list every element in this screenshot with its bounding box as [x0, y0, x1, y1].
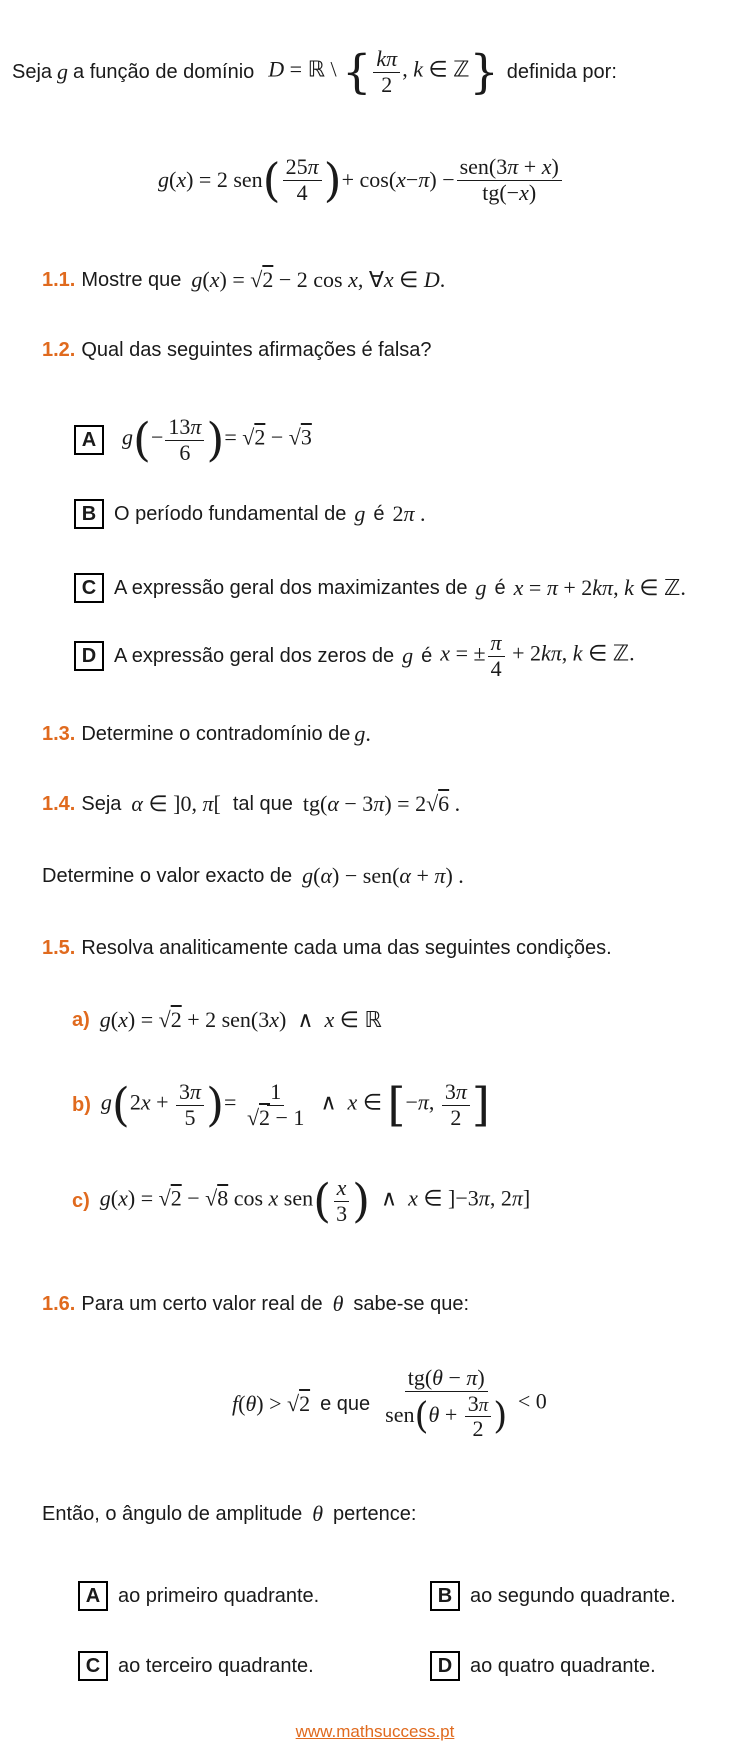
question-text: Para um certo valor real de	[81, 1292, 323, 1315]
question-number: 1.2.	[42, 338, 76, 361]
option-text: A expressão geral dos zeros de	[114, 644, 395, 667]
math-g: g	[57, 59, 69, 84]
answer-d[interactable]	[430, 1648, 656, 1684]
option-text: ao primeiro quadrante.	[118, 1584, 320, 1607]
option-letter: D	[74, 641, 104, 671]
option-letter: C	[78, 1651, 108, 1681]
option-word: é	[421, 644, 433, 667]
question-text: Mostre que	[81, 268, 182, 291]
item-c	[72, 1166, 530, 1236]
math-g: g	[402, 643, 414, 668]
footer-link[interactable]: www.mathsuccess.pt	[295, 1722, 455, 1741]
function-definition: g ( x ) = 2 sen ( $\frac{25\pi}{4}$ ) + cos( x − π ) − $\frac{\text{sen(3π + x)}}{tg(-x)}$	[158, 140, 564, 220]
option-text: ao segundo quadrante.	[470, 1584, 676, 1607]
then-tail: pertence:	[333, 1502, 417, 1525]
option-text: O período fundamental de	[114, 502, 347, 525]
item-label: a)	[72, 1008, 90, 1031]
answer-b[interactable]	[430, 1578, 676, 1614]
intro-lead: Seja	[12, 60, 53, 83]
question-text: Seja	[81, 792, 122, 815]
option-letter: A	[74, 425, 104, 455]
option-c[interactable]	[74, 570, 686, 606]
question-1-5	[42, 930, 612, 966]
question-1-4	[42, 786, 460, 822]
option-text: A expressão geral dos maximizantes de	[114, 576, 468, 599]
domain-formula: D = ℝ \ { $\frac{k\pi}{2}$ , k ∈ ℤ}	[268, 45, 499, 99]
condition-formula-1: f(θ) > √2	[232, 1391, 311, 1416]
question-number: 1.4.	[42, 792, 76, 815]
option-letter: B	[430, 1581, 460, 1611]
item-formula: g(x) = √2 − √8 cos x sen( $\frac{x}{3}$ ) ∧ x ∈ ]−3π, 2π]	[99, 1174, 531, 1228]
option-letter: B	[74, 499, 104, 529]
option-formula: x = ± $\frac{\pi}{4}$ + 2kπ, k ∈ ℤ.	[440, 630, 635, 681]
math-g: g	[354, 501, 366, 526]
answer-a[interactable]	[78, 1578, 319, 1614]
condition-line	[232, 1356, 547, 1452]
item-formula: g(x) = √2 + 2 sen(3x) ∧ x ∈ ℝ	[99, 1007, 382, 1032]
option-text: ao terceiro quadrante.	[118, 1654, 314, 1677]
math-g: g	[475, 575, 487, 600]
option-word: é	[494, 576, 506, 599]
item-label: b)	[72, 1093, 91, 1116]
option-b[interactable]	[74, 496, 426, 532]
question-mid: tal que	[232, 792, 293, 815]
answer-c[interactable]	[78, 1648, 314, 1684]
option-formula: g(− $\frac{13\pi}{6}$ )= √2 − √3	[122, 413, 312, 467]
question-number: 1.3.	[42, 722, 76, 745]
theta-symbol: θ	[332, 1291, 344, 1316]
question-text: Determine o valor exacto de	[42, 864, 293, 887]
question-text: Qual das seguintes afirmações é falsa?	[81, 338, 432, 361]
intro-tail: definida por:	[506, 60, 617, 83]
tangent-formula: tg(α − 3π) = 2√6 .	[302, 791, 461, 816]
item-label: c)	[72, 1189, 90, 1212]
question-tail: sabe-se que:	[353, 1292, 470, 1315]
alpha-interval: α ∈ ]0, π[	[131, 791, 221, 816]
option-letter: A	[78, 1581, 108, 1611]
condition-formula-2: tg(θ − π) sen(θ + $\frac{3\pi}{2}$ ) < 0	[385, 1365, 547, 1442]
intro-line	[12, 42, 617, 102]
option-text: ao quatro quadrante.	[470, 1654, 656, 1677]
item-b	[72, 1070, 490, 1140]
question-number: 1.5.	[42, 936, 76, 959]
intro-mid: a função de domínio	[73, 60, 255, 83]
question-1-3	[42, 716, 371, 752]
option-word: é	[373, 502, 385, 525]
item-a	[72, 1000, 382, 1040]
then-text: Então, o ângulo de amplitude	[42, 1502, 303, 1525]
question-text: Resolva analiticamente cada uma das seguintes condições.	[81, 936, 612, 959]
then-line	[42, 1496, 416, 1532]
question-1-1	[42, 262, 445, 298]
question-number: 1.6.	[42, 1292, 76, 1315]
option-letter: D	[430, 1651, 460, 1681]
option-d[interactable]	[74, 626, 635, 686]
item-formula: g(2x + $\frac{3\pi}{5}$ )= $\frac{1}{√2 - 1}$ ∧ x ∈ [−π, $\frac{3\pi}{2}$ ]	[100, 1078, 490, 1132]
option-letter: C	[74, 573, 104, 603]
question-1-2	[42, 332, 432, 368]
question-number: 1.1.	[42, 268, 76, 291]
expression-formula: g(α) − sen(α + π) .	[302, 863, 464, 888]
conjunction-text: e que	[320, 1392, 371, 1415]
footer	[0, 1720, 750, 1743]
option-a[interactable]	[74, 410, 312, 470]
theta-symbol: θ	[312, 1501, 324, 1526]
question-1-6	[42, 1286, 469, 1322]
question-text: Determine o contradomínio de	[81, 722, 351, 745]
option-formula: 2π .	[392, 501, 426, 526]
option-formula: x = π + 2kπ, k ∈ ℤ.	[513, 575, 686, 600]
math-g: g.	[354, 721, 371, 746]
question-1-4-part2	[42, 858, 464, 894]
identity-formula: g(x) = √2 − 2 cos x, ∀x ∈ D.	[191, 267, 446, 292]
